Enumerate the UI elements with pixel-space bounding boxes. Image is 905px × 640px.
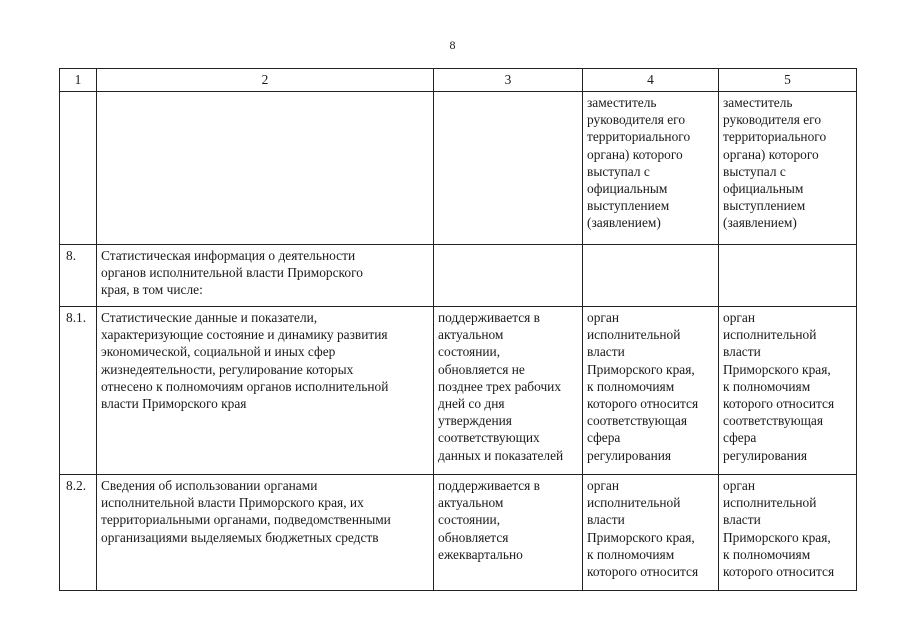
row-responsible-a: орган исполнительной власти Приморского края, к полномочиям которого относится [583, 475, 719, 591]
page-number: 8 [449, 38, 456, 52]
row-responsible-a [583, 245, 719, 307]
row-name: Статистическая информация о деятельности органов исполнительной власти Приморского края, в том числе: [97, 245, 434, 307]
row-name [97, 92, 434, 245]
header-cell: 3 [434, 69, 583, 92]
row-name: Статистические данные и показатели, характеризующие состояние и динамику развития экономической, социальной и иных сфер жизнедеятельности, регулирование которых отнесено к полномочиям органов исполнительной власти Приморского края [97, 307, 434, 475]
row-number: 8.1. [60, 307, 97, 475]
header-cell: 2 [97, 69, 434, 92]
row-responsible-b: орган исполнительной власти Приморского края, к полномочиям которого относится [719, 475, 857, 591]
row-frequency [434, 92, 583, 245]
table-row [60, 92, 857, 245]
row-responsible-b [719, 245, 857, 307]
row-responsible-b: орган исполнительной власти Приморского края, к полномочиям которого относится соответствующая сфера регулирования [719, 307, 857, 475]
row-responsible-b: заместитель руководителя его территориального органа) которого выступал с официальным выступлением (заявлением) [719, 92, 857, 245]
row-number: 8.2. [60, 475, 97, 591]
row-frequency: поддерживается в актуальном состоянии, обновляется ежеквартально [434, 475, 583, 591]
table-row [60, 245, 857, 307]
row-frequency [434, 245, 583, 307]
header-cell: 5 [719, 69, 857, 92]
row-name: Сведения об использовании органами исполнительной власти Приморского края, их территориальными органами, подведомственными организациями выделяемых бюджетных средств [97, 475, 434, 591]
table-header-row [60, 69, 857, 92]
row-frequency: поддерживается в актуальном состоянии, обновляется не позднее трех рабочих дней со дня утверждения соответствующих данных и показателей [434, 307, 583, 475]
row-number: 8. [60, 245, 97, 307]
table-row [60, 475, 857, 591]
row-number [60, 92, 97, 245]
document-table [59, 68, 857, 591]
row-responsible-a: заместитель руководителя его территориального органа) которого выступал с официальным выступлением (заявлением) [583, 92, 719, 245]
header-cell: 4 [583, 69, 719, 92]
table-row [60, 307, 857, 475]
row-responsible-a: орган исполнительной власти Приморского края, к полномочиям которого относится соответствующая сфера регулирования [583, 307, 719, 475]
header-cell: 1 [60, 69, 97, 92]
